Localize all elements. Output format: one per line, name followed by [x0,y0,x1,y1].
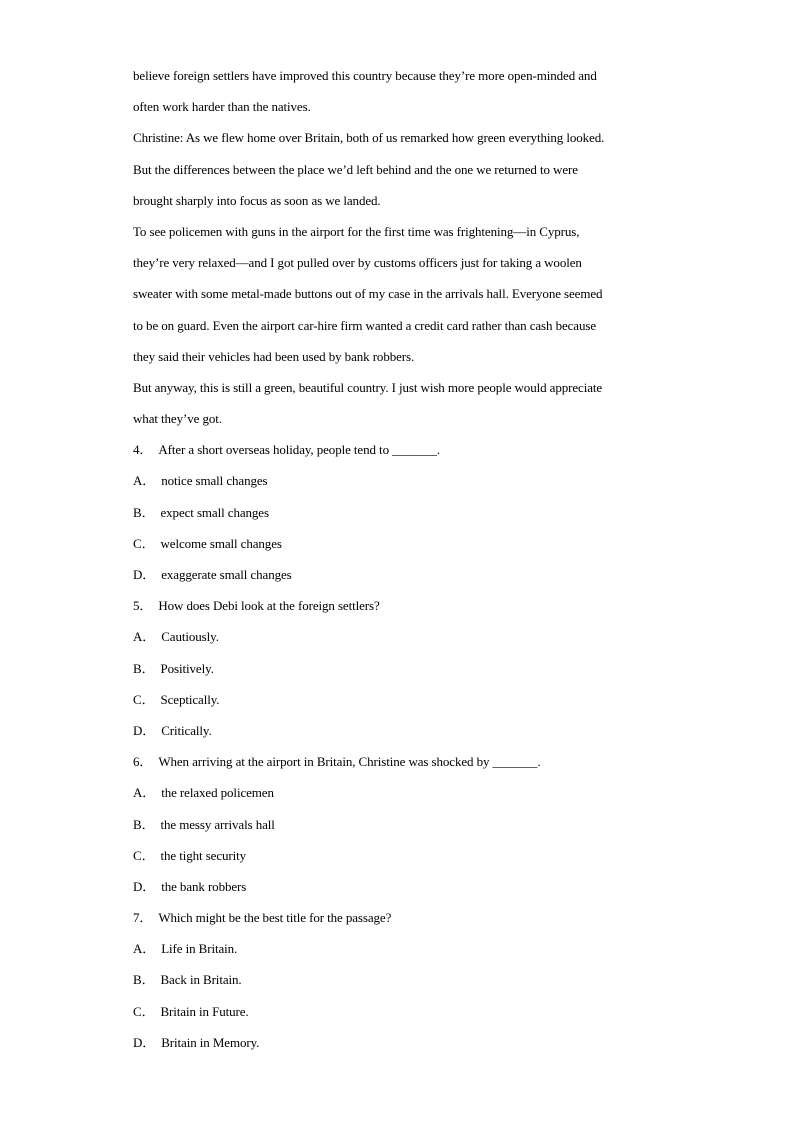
question-4 [133,434,673,590]
passage-line: But the differences between the place we’d left behind and the one we returned to were [133,161,578,177]
question-6 [133,746,673,902]
option-b[interactable] [133,809,673,840]
question-text: How does Debi look at the foreign settlers? [158,598,380,614]
option-d[interactable] [133,715,673,746]
option-a[interactable] [133,777,673,808]
option-text: welcome small changes [160,535,282,551]
option-b[interactable] [133,964,673,995]
question-5 [133,590,673,746]
option-c[interactable] [133,684,673,715]
option-letter: A． [133,629,156,645]
document-page [133,60,673,1058]
option-text: Positively. [160,660,214,676]
option-letter: C． [133,847,155,863]
question-7 [133,902,673,1058]
passage-line: But anyway, this is still a green, beautiful country. I just wish more people would appreciate [133,379,603,395]
question-stem [133,902,673,933]
option-letter: D． [133,878,156,894]
option-letter: B． [133,972,155,988]
passage-line: often work harder than the natives. [133,99,311,115]
question-text: When arriving at the airport in Britain, Christine was shocked by _______. [158,754,541,770]
option-text: the relaxed policemen [161,785,274,801]
option-letter: B． [133,504,155,520]
option-letter: D． [133,1034,156,1050]
option-a[interactable] [133,465,673,496]
passage [133,60,673,434]
option-text: Britain in Future. [160,1003,249,1019]
option-text: exaggerate small changes [161,567,292,582]
passage-line: sweater with some metal-made buttons out of my case in the arrivals hall. Everyone seemed [133,286,603,302]
option-b[interactable] [133,497,673,528]
passage-line: Christine: As we flew home over Britain, both of us remarked how green everything looked. [133,130,605,146]
option-letter: A． [133,941,156,957]
option-letter: A． [133,785,156,801]
option-letter: B． [133,660,155,676]
option-letter: C． [133,691,155,707]
passage-line: brought sharply into focus as soon as we landed. [133,192,381,208]
option-letter: D． [133,722,156,738]
option-text: Britain in Memory. [161,1034,260,1050]
question-number: 4． [133,442,153,458]
option-text: Back in Britain. [160,972,242,988]
question-stem [133,746,673,777]
passage-line: they said their vehicles had been used by bank robbers. [133,348,415,364]
question-stem [133,590,673,621]
option-d[interactable] [133,871,673,902]
option-a[interactable] [133,933,673,964]
option-text: the bank robbers [161,878,247,894]
question-number: 5． [133,598,153,614]
option-b[interactable] [133,653,673,684]
option-letter: C． [133,1003,155,1019]
option-text: Cautiously. [161,629,219,645]
option-d[interactable] [133,1027,673,1058]
option-letter: C． [133,535,155,551]
option-text: expect small changes [160,504,269,520]
option-letter: D． [133,567,156,582]
question-number: 7． [133,910,153,926]
option-d[interactable] [133,559,673,590]
question-number: 6． [133,754,153,770]
option-text: Sceptically. [160,691,220,707]
passage-line: believe foreign settlers have improved this country because they’re more open-minded and [133,68,597,83]
option-text: the tight security [160,847,247,863]
option-a[interactable] [133,621,673,652]
passage-line: they’re very relaxed—and I got pulled over by customs officers just for taking a woolen [133,255,582,271]
question-text: Which might be the best title for the passage? [158,910,392,926]
option-c[interactable] [133,528,673,559]
option-text: notice small changes [161,473,268,489]
question-stem [133,434,673,465]
option-text: Life in Britain. [161,941,238,957]
option-text: Critically. [161,722,212,738]
passage-line: To see policemen with guns in the airport for the first time was frightening—in Cyprus, [133,223,580,239]
passage-line: to be on guard. Even the airport car-hire firm wanted a credit card rather than cash because [133,317,597,333]
option-c[interactable] [133,840,673,871]
option-letter: A． [133,473,156,489]
option-c[interactable] [133,996,673,1027]
question-text: After a short overseas holiday, people tend to _______. [158,442,441,458]
option-letter: B． [133,816,155,832]
passage-line: what they’ve got. [133,411,222,427]
option-text: the messy arrivals hall [160,816,275,832]
